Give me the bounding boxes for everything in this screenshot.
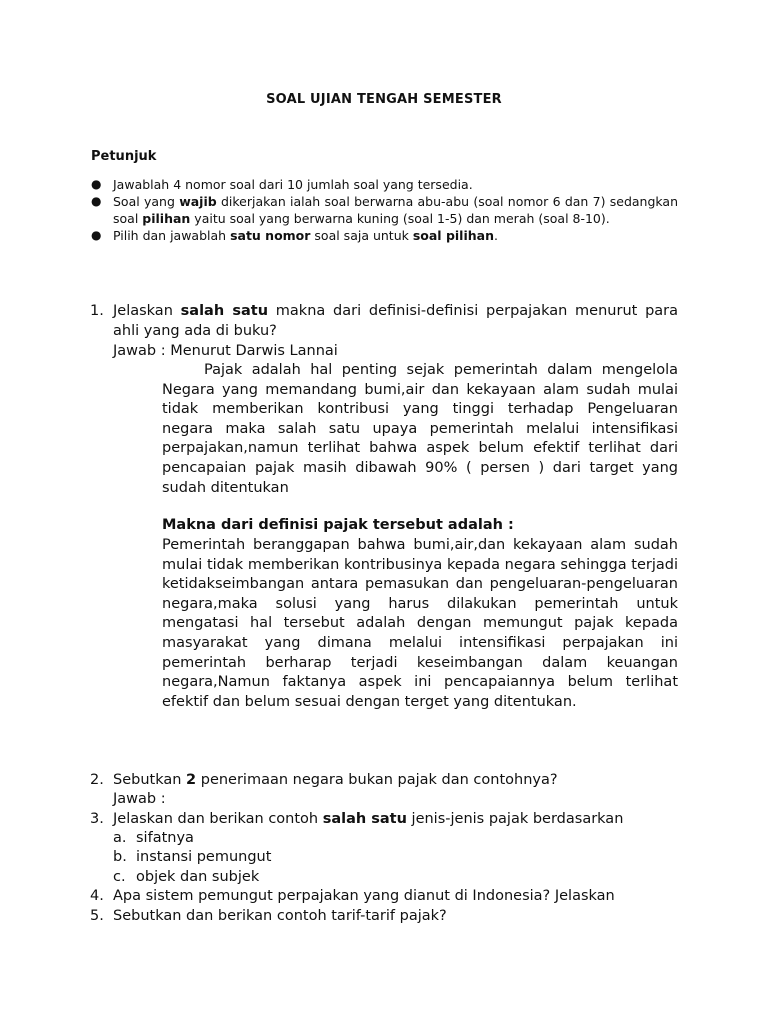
petunjuk-list: [91, 176, 678, 244]
question-number: 1.: [90, 303, 104, 319]
page-title: SOAL UJIAN TENGAH SEMESTER: [266, 92, 502, 107]
question-number: 3.: [90, 811, 104, 827]
petunjuk-item-text: Jawablah 4 nomor soal dari 10 jumlah soal yang tersedia.: [113, 177, 473, 192]
bullet-icon: ●: [91, 194, 102, 208]
question-number: 2.: [90, 772, 104, 788]
question-number: 5.: [90, 908, 104, 924]
question-text: Jelaskan salah satu makna dari definisi-definisi perpajakan menurut para ahli yang ada di buku?: [113, 303, 679, 339]
bullet-icon: ●: [91, 177, 102, 191]
question-text: Sebutkan 2 penerimaan negara bukan pajak dan contohnya?: [113, 772, 558, 788]
petunjuk-item-text: Soal yang wajib dikerjakan ialah soal berwarna abu-abu (soal nomor 6 dan 7) sedangkan soal pilihan yaitu soal yang berwarna kuning (soal 1-5) dan merah (soal 8-10).: [113, 194, 679, 226]
petunjuk-heading: Petunjuk: [91, 149, 157, 164]
meaning-paragraph: Pemerintah beranggapan bahwa bumi,air,dan kekayaan alam sudah mulai tidak memberikan kontribusinya kepada negara sehingga terjadi ketidakseimbangan antara pemasukan dan pengeluaran-pengeluaran negara,maka solusi yang harus dilakukan pemerintah untuk mengatasi hal tersebut adalah dengan memungut pajak kepada masyarakat yang dimana melalui intensifikasi perpajakan ini pemerintah berharap terjadi keseimbangan dalam keuangan negara,Namun faktanya aspek ini pencapaiannya belum terlihat efektif dan belum sesuai dengan terget yang ditentukan.: [162, 537, 678, 710]
sub-item-c: c. objek dan subjek: [113, 869, 260, 885]
petunjuk-item: [91, 227, 678, 244]
answer-paragraph: Pajak adalah hal penting sejak pemerintah dalam mengelola Negara yang memandang bumi,air dan kekayaan alam sudah mulai tidak memberikan kontribusi yang tinggi terhadap Pengeluaran negara maka salah satu upaya pemerintah melalui intensifikasi perpajakan,namun terlihat bahwa aspek belum efektif terlihat dari pencapaian pajak masih dibawah 90% ( persen ) dari target yang sudah ditentukan: [162, 362, 678, 496]
answer-label: Jawab :: [113, 791, 166, 807]
answer-label: Jawab : Menurut Darwis Lannai: [113, 343, 338, 359]
meaning-heading: Makna dari definisi pajak tersebut adalah :: [162, 517, 514, 533]
sub-item-b: b. instansi pemungut: [113, 849, 272, 865]
petunjuk-item: [91, 176, 678, 193]
question-number: 4.: [90, 888, 104, 904]
sub-item-a: a. sifatnya: [113, 830, 194, 846]
question-text: Apa sistem pemungut perpajakan yang dianut di Indonesia? Jelaskan: [113, 888, 615, 904]
question-text: Jelaskan dan berikan contoh salah satu jenis-jenis pajak berdasarkan: [113, 811, 624, 827]
petunjuk-item: [91, 193, 678, 227]
question-text: Sebutkan dan berikan contoh tarif-tarif pajak?: [113, 908, 447, 924]
petunjuk-item-text: Pilih dan jawablah satu nomor soal saja untuk soal pilihan.: [113, 228, 498, 243]
bullet-icon: ●: [91, 228, 102, 242]
